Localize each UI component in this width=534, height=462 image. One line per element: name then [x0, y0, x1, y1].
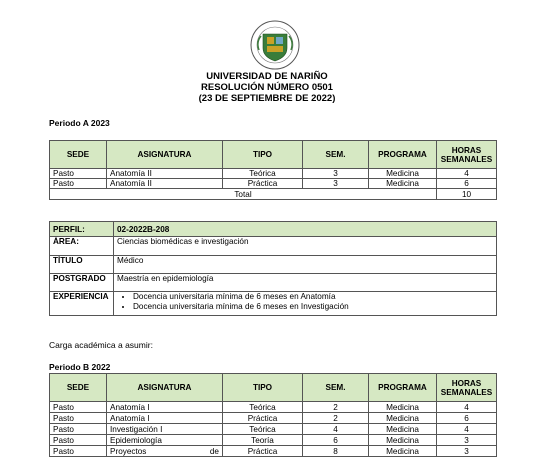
postgrado-label: POSTGRADO [50, 274, 114, 292]
header-title: UNIVERSIDAD DE NARIÑO [206, 71, 328, 82]
cell-tipo: Práctica [223, 179, 303, 189]
profile-table [49, 221, 497, 316]
table-row [50, 413, 497, 424]
column-header: ASIGNATURA [107, 374, 223, 402]
cell-tipo: Teórica [223, 169, 303, 179]
cell-sede: Pasto [50, 424, 107, 435]
cell-horas: 6 [437, 413, 497, 424]
column-header: SEM. [303, 374, 369, 402]
profile-row-titulo [50, 256, 497, 274]
cell-sem: 3 [303, 179, 369, 189]
column-header: TIPO [223, 141, 303, 169]
cell-asignatura: Anatomía I [107, 402, 223, 413]
column-header: SEDE [50, 141, 107, 169]
period-a-title: Periodo A 2023 [49, 118, 110, 128]
cell-asignatura: Anatomía II [107, 169, 223, 179]
cell-tipo: Teórica [223, 402, 303, 413]
column-header: HORAS SEMANALES [437, 141, 497, 169]
experiencia-list [117, 292, 493, 312]
perfil-value: 02-2022B-208 [114, 222, 497, 237]
cell-horas: 3 [437, 446, 497, 457]
cell-tipo: Práctica [223, 413, 303, 424]
university-seal-logo [249, 20, 301, 70]
cell-sede: Pasto [50, 179, 107, 189]
cell-horas: 4 [437, 169, 497, 179]
header-date: (23 DE SEPTIEMBRE DE 2022) [198, 93, 336, 104]
cell-sede: Pasto [50, 446, 107, 457]
cell-sem: 4 [303, 424, 369, 435]
period-b-table [49, 373, 497, 457]
cell-programa: Medicina [369, 424, 437, 435]
cell-horas: 4 [437, 402, 497, 413]
table-row [50, 424, 497, 435]
list-item: • Docencia universitaria mínima de 6 meses en Investigación [133, 302, 493, 312]
area-label: ÁREA: [50, 237, 114, 256]
cell-sem: 6 [303, 435, 369, 446]
cell-asignatura: Anatomía II [107, 179, 223, 189]
profile-row-perfil [50, 222, 497, 237]
cell-sede: Pasto [50, 402, 107, 413]
table-row [50, 446, 497, 457]
cell-sem: 2 [303, 402, 369, 413]
profile-row-experiencia [50, 292, 497, 316]
table-header-row [50, 141, 497, 169]
cell-sede: Pasto [50, 435, 107, 446]
table-row [50, 435, 497, 446]
table-total-row [50, 189, 497, 200]
column-header: HORAS SEMANALES [437, 374, 497, 402]
period-a-table [49, 140, 497, 200]
cell-tipo: Teoría [223, 435, 303, 446]
total-label: Total [50, 189, 437, 200]
cell-sede: Pasto [50, 169, 107, 179]
cell-sede: Pasto [50, 413, 107, 424]
table-row [50, 402, 497, 413]
cell-programa: Medicina [369, 435, 437, 446]
cell-programa: Medicina [369, 402, 437, 413]
titulo-value: Médico [114, 256, 497, 274]
perfil-label: PERFIL: [50, 222, 114, 237]
cell-programa: Medicina [369, 169, 437, 179]
list-item: • Docencia universitaria mínima de 6 meses en Anatomía [133, 292, 493, 302]
total-value: 10 [437, 189, 497, 200]
table-header-row [50, 374, 497, 402]
cell-programa: Medicina [369, 413, 437, 424]
cell-asignatura: Anatomía I [107, 413, 223, 424]
column-header: PROGRAMA [369, 141, 437, 169]
titulo-label: TÍTULO [50, 256, 114, 274]
column-header: ASIGNATURA [107, 141, 223, 169]
column-header: PROGRAMA [369, 374, 437, 402]
cell-horas: 4 [437, 424, 497, 435]
column-header: SEM. [303, 141, 369, 169]
column-header: SEDE [50, 374, 107, 402]
cell-horas: 3 [437, 435, 497, 446]
cell-sem: 3 [303, 169, 369, 179]
column-header: TIPO [223, 374, 303, 402]
profile-row-postgrado [50, 274, 497, 292]
table-row [50, 179, 497, 189]
cell-sem: 2 [303, 413, 369, 424]
cell-programa: Medicina [369, 179, 437, 189]
profile-row-area [50, 237, 497, 256]
cell-sem: 8 [303, 446, 369, 457]
cell-asignatura: Epidemiología [107, 435, 223, 446]
cell-asignatura: Proyectos de [107, 446, 223, 457]
carga-text: Carga académica a asumir: [49, 340, 153, 350]
cell-asignatura: Investigación I [107, 424, 223, 435]
area-value: Ciencias biomédicas e investigación [114, 237, 497, 256]
postgrado-value: Maestría en epidemiología [114, 274, 497, 292]
cell-programa: Medicina [369, 446, 437, 457]
table-row [50, 169, 497, 179]
period-b-title: Periodo B 2022 [49, 362, 111, 372]
cell-tipo: Práctica [223, 446, 303, 457]
experiencia-label: EXPERIENCIA [50, 292, 114, 316]
cell-horas: 6 [437, 179, 497, 189]
header-resolution: RESOLUCIÓN NÚMERO 0501 [201, 82, 333, 93]
cell-tipo: Teórica [223, 424, 303, 435]
